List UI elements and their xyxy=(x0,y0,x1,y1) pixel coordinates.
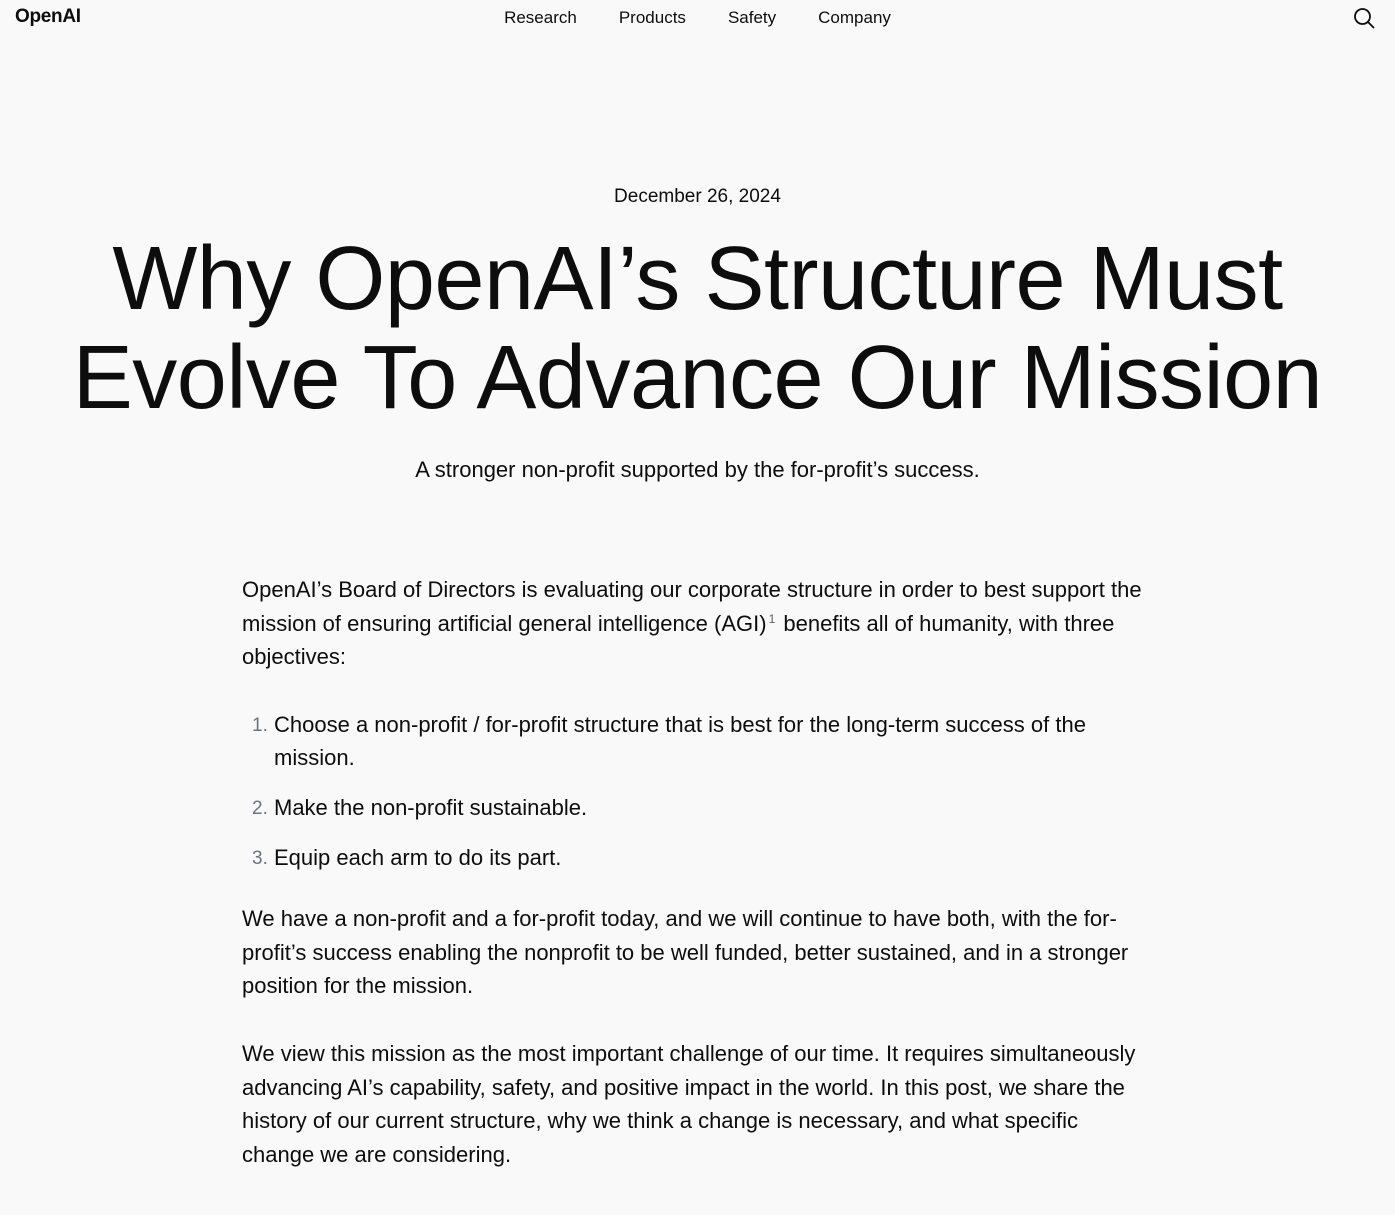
footnote-ref-1[interactable]: 1 xyxy=(768,611,776,626)
main-nav xyxy=(0,8,1395,28)
intro-text-before-footnote: OpenAI’s Board of Directors is evaluating our corporate structure in order to best support the mission of ensuring artificial general intelligence (AGI) xyxy=(242,577,1142,636)
objectives-list xyxy=(242,708,1147,874)
list-item-text: Make the non-profit sustainable. xyxy=(274,794,588,820)
nav-link-products[interactable]: Products xyxy=(618,8,686,27)
top-navigation xyxy=(0,0,1395,36)
list-item-number: 3. xyxy=(252,847,268,869)
list-item xyxy=(242,791,1147,825)
openai-logo[interactable]: OpenAI xyxy=(15,6,81,27)
nav-link-safety[interactable]: Safety xyxy=(727,8,777,27)
intro-text-after-footnote: benefits all of humanity, with three objectives: xyxy=(242,610,1115,670)
intro-paragraph xyxy=(242,573,1147,674)
nav-link-research[interactable]: Research xyxy=(504,8,577,27)
list-item-text: Choose a non-profit / for-profit structure that is best for the long-term success of the mission. xyxy=(274,711,1086,771)
body-paragraph-3: We view this mission as the most important challenge of our time. It requires simultaneously advancing AI’s capability, safety, and positive impact in the world. In this post, we share the history of our current structure, why we think a change is necessary, and what specific change we are considering. xyxy=(242,1040,1136,1167)
publish-date: December 26, 2024 xyxy=(614,186,781,207)
list-item-number: 1. xyxy=(252,714,268,736)
list-item-text: Equip each arm to do its part. xyxy=(274,844,562,870)
nav-link-company[interactable]: Company xyxy=(818,8,891,27)
body-paragraph-2: We have a non-profit and a for-profit today, and we will continue to have both, with the for-profit’s success enabling the nonprofit to be well funded, better sustained, and in a stronger position for the mission. xyxy=(242,906,1129,999)
list-item xyxy=(242,708,1147,775)
list-item xyxy=(242,841,1147,875)
search-button[interactable] xyxy=(1352,6,1376,30)
search-icon xyxy=(1352,6,1376,30)
list-item-number: 2. xyxy=(252,797,268,819)
page-subtitle: A stronger non-profit supported by the for-profit’s success. xyxy=(415,457,980,482)
page-title: Why OpenAI’s Structure Must Evolve To Advance Our Mission xyxy=(72,229,1323,428)
article-body xyxy=(242,573,1147,1205)
